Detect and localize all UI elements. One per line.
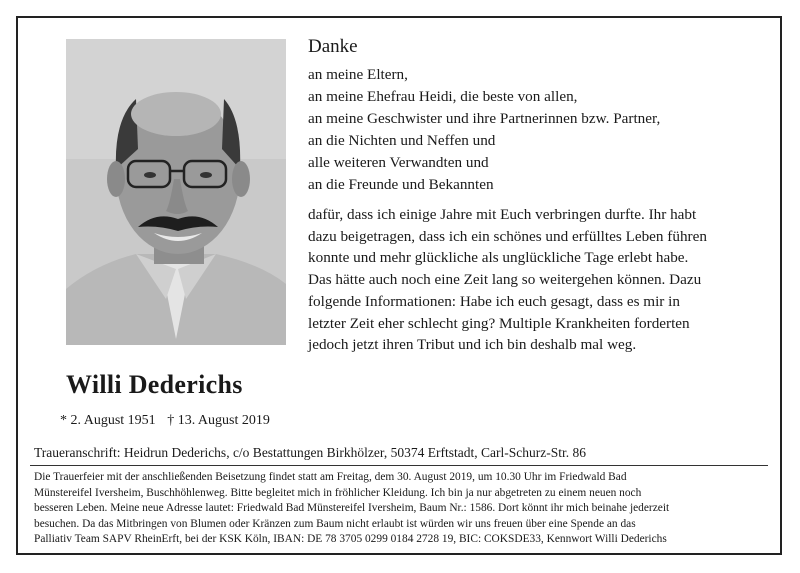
paragraph-line: letzter Zeit eher schlecht ging? Multiple Krankheiten forderten: [308, 314, 690, 332]
paragraph-line: dazu beigetragen, dass ich ein schönes und erfülltes Leben führen: [308, 227, 707, 245]
thanks-line: an die Freunde und Bekannten: [308, 176, 494, 193]
notice-line: Münstereifel Iversheim, Buschhöhlenweg. Bitte begleitet mich in fröhlicher Kleidung. Ich bin ja nur abgetreten zu einem neuen noch: [34, 486, 642, 499]
life-dates: [60, 413, 278, 429]
thanks-line: an meine Eltern,: [308, 66, 408, 83]
funeral-notice: [34, 470, 774, 548]
thanks-paragraph: [308, 204, 778, 356]
paragraph-line: konnte und mehr glückliche als unglückliche Tage erlebt habe.: [308, 249, 689, 267]
portrait-photo: [66, 39, 286, 345]
paragraph-line: Das hätte auch noch eine Zeit lang so weitergehen können. Dazu: [308, 271, 702, 289]
thanks-line: an meine Ehefrau Heidi, die beste von allen,: [308, 88, 578, 105]
divider: [30, 465, 768, 466]
paragraph-line: dafür, dass ich einige Jahre mit Euch verbringen durfte. Ihr habt: [308, 206, 697, 223]
thanks-line: an die Nichten und Neffen und: [308, 132, 496, 149]
thanks-line: alle weiteren Verwandten und: [308, 154, 489, 171]
obituary-frame: [16, 16, 782, 555]
notice-line: Die Trauerfeier mit der anschließenden Beisetzung findet statt am Freitag, dem 30. August 2019, um 10.30 Uhr im Friedwald Bad: [34, 471, 627, 483]
death-date: † 13. August 2019: [167, 413, 270, 428]
birth-date: * 2. August 1951: [60, 413, 156, 428]
notice-line: Palliativ Team SAPV RheinErft, bei der KSK Köln, IBAN: DE 78 3705 0299 0184 2728 19, BIC: COKSDE33, Kennwort Willi Dederichs: [34, 533, 667, 546]
notice-line: besseren Leben. Meine neue Adresse lautet: Friedwald Bad Münstereifel Iversheim, Baum Nr.: 1586. Dort könnt ihr mich beinahe jederzeit: [34, 502, 670, 515]
thanks-title: Danke: [308, 36, 358, 57]
paragraph-line: folgende Informationen: Habe ich euch gesagt, dass es mir in: [308, 292, 680, 310]
mourning-address: Traueranschrift: Heidrun Dederichs, c/o Bestattungen Birkhölzer, 50374 Erftstadt, Carl-Schurz-Str. 86: [34, 445, 586, 460]
thanks-section: [308, 36, 778, 196]
notice-line: besuchen. Da das Mitbringen von Blumen oder Kränzen zum Baum nicht erlaubt ist würden wir uns freuen über eine Spende an das: [34, 517, 636, 530]
deceased-name: Willi Dederichs: [66, 370, 243, 399]
paragraph-line: jedoch jetzt ihren Tribut und ich bin deshalb mal weg.: [308, 336, 637, 354]
thanks-line: an meine Geschwister und ihre Partnerinnen bzw. Partner,: [308, 110, 661, 127]
